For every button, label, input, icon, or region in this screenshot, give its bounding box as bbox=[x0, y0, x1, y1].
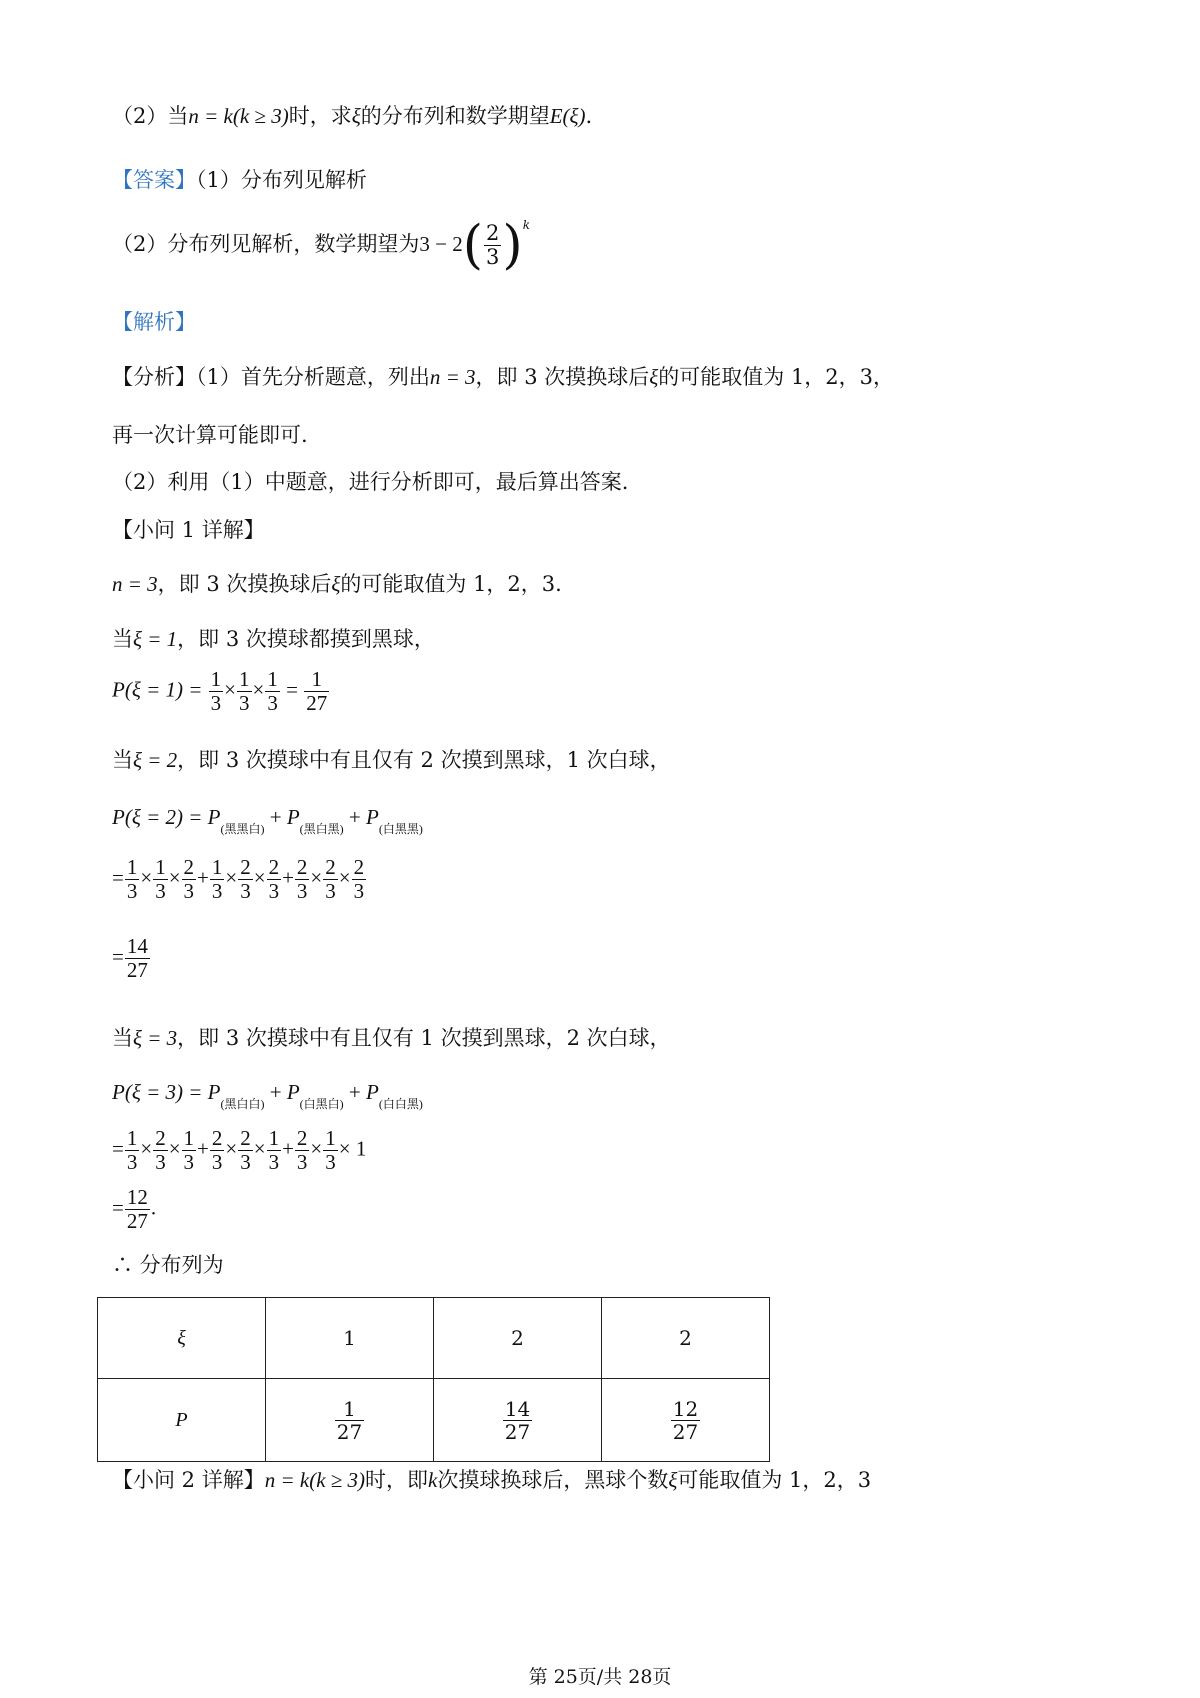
table-header-xi: ξ bbox=[98, 1298, 266, 1379]
times-sign: × bbox=[140, 1136, 153, 1161]
table-cell bbox=[602, 1379, 770, 1462]
case-2-cond: ξ = 2 bbox=[133, 748, 178, 772]
frac-den: 3 bbox=[268, 1150, 280, 1175]
times-sign: × bbox=[140, 865, 153, 890]
fenxi-1c: 的可能取值为 1，2，3， bbox=[658, 365, 895, 389]
frac-num: 2 bbox=[240, 855, 251, 879]
frac-den: 3 bbox=[325, 879, 336, 904]
p-symbol: P bbox=[366, 1080, 379, 1104]
s1-xi: ξ bbox=[331, 572, 341, 596]
plus-sign: + bbox=[197, 1136, 209, 1161]
frac-num: 1 bbox=[126, 855, 138, 879]
p-symbol: P bbox=[286, 1080, 300, 1104]
p2-formula-line-2 bbox=[112, 856, 367, 903]
p-symbol: P bbox=[366, 805, 379, 829]
table-row bbox=[98, 1298, 770, 1379]
fraction bbox=[267, 856, 282, 903]
sub-question-1-tag: 【小问 1 详解】 bbox=[112, 518, 265, 542]
case-2-line bbox=[112, 748, 671, 773]
equals-sign: = bbox=[112, 1195, 124, 1220]
plus-sign: + bbox=[264, 1080, 287, 1104]
fraction bbox=[182, 1127, 197, 1174]
s2-a: 时，即 bbox=[365, 1468, 429, 1492]
frac-den: 3 bbox=[296, 1150, 308, 1175]
fenxi-1b: ，即 3 次摸换球后 bbox=[475, 365, 650, 389]
fraction bbox=[125, 1127, 140, 1174]
frac-den: 3 bbox=[239, 691, 250, 716]
frac-num: 2 bbox=[325, 855, 336, 879]
p1-result bbox=[304, 668, 329, 715]
p3-sub-2: (白黑白) bbox=[299, 1097, 344, 1111]
times-one: × 1 bbox=[338, 1136, 367, 1161]
times-sign: × bbox=[225, 1136, 238, 1161]
s1-n: n = 3 bbox=[112, 572, 158, 596]
frac-den: 27 bbox=[336, 1419, 363, 1444]
frac-num: 14 bbox=[126, 934, 148, 958]
s1-a: ，即 3 次摸换球后 bbox=[157, 572, 332, 596]
q2-condition: n = k(k ≥ 3) bbox=[188, 104, 289, 128]
plus-sign: + bbox=[197, 865, 209, 890]
fraction bbox=[323, 856, 338, 903]
fraction bbox=[210, 1127, 225, 1174]
p2-sub-2: (黑白黑) bbox=[299, 822, 344, 836]
equals-sign: = bbox=[280, 677, 304, 702]
fraction bbox=[352, 856, 367, 903]
case-3-line bbox=[112, 1026, 671, 1051]
s2-xi: ξ bbox=[668, 1468, 678, 1492]
frac-den: 3 bbox=[155, 1150, 166, 1175]
p1-frac-1 bbox=[209, 668, 224, 715]
p2-result bbox=[125, 935, 150, 982]
left-paren: ( bbox=[462, 215, 484, 276]
s1-line bbox=[112, 572, 562, 597]
frac-den: 3 bbox=[296, 879, 308, 904]
p3-result bbox=[125, 1186, 150, 1233]
times-sign: × bbox=[253, 865, 266, 890]
fenxi-tag: 【分析】 bbox=[112, 365, 196, 389]
plus-sign: + bbox=[343, 1080, 366, 1104]
table-cell: 2 bbox=[602, 1298, 770, 1379]
q2-expectation: E(ξ) bbox=[549, 104, 586, 128]
p2-lhs: P(ξ = 2) = bbox=[112, 805, 208, 829]
frac-num: 2 bbox=[268, 855, 280, 879]
table-cell: 1 bbox=[266, 1298, 434, 1379]
fraction bbox=[267, 1127, 282, 1174]
times-sign: × bbox=[310, 865, 323, 890]
q2-end: . bbox=[585, 104, 593, 128]
sub-question-2-line bbox=[112, 1468, 871, 1493]
frac-den: 3 bbox=[183, 879, 195, 904]
fraction bbox=[210, 856, 225, 903]
frac-num: 1 bbox=[268, 1126, 280, 1150]
frac-num: 12 bbox=[126, 1185, 148, 1209]
p-symbol: P bbox=[286, 805, 300, 829]
fraction bbox=[153, 1127, 168, 1174]
sub-question-2-tag: 【小问 2 详解】 bbox=[112, 1468, 265, 1492]
p1-formula bbox=[112, 668, 330, 715]
table-header-p: P bbox=[98, 1379, 266, 1462]
frac-num: 1 bbox=[183, 1126, 195, 1150]
frac-den: 27 bbox=[126, 1209, 148, 1234]
equals-sign: = bbox=[112, 865, 124, 890]
answer-2-text: （2）分布列见解析，数学期望为 bbox=[112, 232, 420, 256]
p2-sub-1: (黑黑白) bbox=[220, 822, 265, 836]
times-sign: × bbox=[338, 865, 351, 890]
frac-den: 3 bbox=[211, 879, 223, 904]
fraction bbox=[295, 1127, 310, 1174]
answer-line-2 bbox=[112, 215, 530, 276]
frac-den: 3 bbox=[325, 1150, 336, 1175]
frac-num: 2 bbox=[353, 855, 365, 879]
answer-1: （1）分布列见解析 bbox=[196, 168, 367, 192]
p3-formula-line-2 bbox=[112, 1127, 366, 1174]
times-sign: × bbox=[253, 1136, 266, 1161]
p2-formula-line-3 bbox=[112, 935, 151, 982]
frac-num: 2 bbox=[155, 1126, 166, 1150]
fraction bbox=[182, 856, 197, 903]
case-3-prefix: 当 bbox=[112, 1026, 133, 1050]
frac-den: 3 bbox=[183, 1150, 195, 1175]
answer-tag: 【答案】 bbox=[112, 168, 196, 192]
question-2-line bbox=[112, 104, 592, 129]
frac-num: 1 bbox=[155, 855, 166, 879]
table-fraction bbox=[335, 1398, 364, 1443]
frac-den: 3 bbox=[240, 879, 251, 904]
frac-num: 2 bbox=[183, 855, 195, 879]
case-2-text: ，即 3 次摸球中有且仅有 2 次摸到黑球，1 次白球， bbox=[177, 748, 671, 772]
answer-2-exponent: k bbox=[522, 218, 530, 232]
frac-den: 3 bbox=[155, 879, 166, 904]
fenxi-1a: （1）首先分析题意，列出 bbox=[196, 365, 430, 389]
s2-b: 次摸球换球后，黑球个数 bbox=[437, 1468, 669, 1492]
table-cell bbox=[266, 1379, 434, 1462]
case-3-text: ，即 3 次摸球中有且仅有 1 次摸到黑球，2 次白球， bbox=[177, 1026, 671, 1050]
frac-num: 1 bbox=[267, 667, 278, 691]
q2-prefix: （2）当 bbox=[112, 104, 189, 128]
fenxi-line-1 bbox=[112, 365, 894, 390]
frac-num: 2 bbox=[486, 220, 500, 245]
s2-cond: n = k(k ≥ 3) bbox=[264, 1468, 366, 1492]
therefore-line: ∴ 分布列为 bbox=[112, 1253, 224, 1277]
table-fraction bbox=[503, 1398, 532, 1443]
fenxi-line-3: （2）利用（1）中题意，进行分析即可，最后算出答案. bbox=[112, 470, 629, 494]
frac-den: 3 bbox=[210, 691, 222, 716]
frac-den: 3 bbox=[240, 1150, 251, 1175]
frac-num: 2 bbox=[296, 855, 308, 879]
case-2-prefix: 当 bbox=[112, 748, 133, 772]
table-cell bbox=[434, 1379, 602, 1462]
fraction bbox=[153, 856, 168, 903]
case-1-prefix: 当 bbox=[112, 627, 133, 651]
frac-num: 2 bbox=[240, 1126, 251, 1150]
times-sign: × bbox=[225, 865, 238, 890]
fraction bbox=[125, 856, 140, 903]
p-symbol: P bbox=[207, 1080, 221, 1104]
frac-num: 2 bbox=[211, 1126, 223, 1150]
fraction bbox=[238, 1127, 253, 1174]
frac-den: 27 bbox=[672, 1419, 699, 1444]
plus-sign: + bbox=[282, 1136, 294, 1161]
analysis-tag: 【解析】 bbox=[112, 310, 196, 334]
table-fraction bbox=[671, 1398, 700, 1443]
q2-suffix: 的分布列和数学期望 bbox=[360, 104, 550, 128]
q2-mid: 时，求 bbox=[288, 104, 352, 128]
answer-line-1 bbox=[112, 168, 367, 193]
p-symbol: P bbox=[207, 805, 221, 829]
plus-sign: + bbox=[282, 865, 294, 890]
table-row bbox=[98, 1379, 770, 1462]
plus-sign: + bbox=[343, 805, 366, 829]
frac-num: 1 bbox=[210, 667, 222, 691]
frac-den: 27 bbox=[504, 1419, 531, 1444]
times-sign: × bbox=[168, 1136, 181, 1161]
frac-den: 27 bbox=[306, 691, 328, 716]
distribution-table bbox=[97, 1297, 770, 1462]
frac-den: 3 bbox=[211, 1150, 223, 1175]
fraction bbox=[238, 856, 253, 903]
frac-num: 12 bbox=[672, 1396, 699, 1421]
answer-2-expr: 3 − 2 bbox=[419, 232, 463, 256]
frac-den: 3 bbox=[353, 879, 365, 904]
p1-frac-3 bbox=[265, 668, 280, 715]
answer-2-fraction bbox=[484, 222, 501, 269]
p3-lhs: P(ξ = 3) = bbox=[112, 1080, 208, 1104]
fenxi-n: n = 3 bbox=[429, 365, 476, 389]
times-sign: × bbox=[252, 677, 265, 702]
equals-sign: = bbox=[112, 944, 124, 969]
frac-den: 27 bbox=[126, 958, 148, 983]
page-footer: 第 25页/共 28页 bbox=[528, 1666, 672, 1688]
case-1-line bbox=[112, 627, 435, 652]
q2-xi: ξ bbox=[351, 104, 361, 128]
frac-num: 1 bbox=[211, 855, 223, 879]
frac-den: 3 bbox=[267, 691, 278, 716]
fraction bbox=[323, 1127, 338, 1174]
frac-num: 1 bbox=[335, 1398, 364, 1421]
frac-den: 3 bbox=[126, 879, 138, 904]
p3-formula-line-1 bbox=[112, 1080, 423, 1111]
p1-frac-2 bbox=[237, 668, 252, 715]
fraction bbox=[295, 856, 310, 903]
frac-den: 3 bbox=[126, 1150, 138, 1175]
frac-num: 14 bbox=[504, 1396, 531, 1421]
period: . bbox=[150, 1195, 157, 1220]
p2-formula-line-1 bbox=[112, 805, 423, 836]
frac-den: 3 bbox=[268, 879, 280, 904]
s2-c: 可能取值为 1，2，3 bbox=[677, 1468, 872, 1492]
p3-sub-1: (黑白白) bbox=[220, 1097, 265, 1111]
frac-num: 1 bbox=[126, 1126, 138, 1150]
frac-den: 3 bbox=[486, 245, 500, 269]
frac-num: 1 bbox=[239, 667, 250, 691]
frac-num: 1 bbox=[325, 1126, 336, 1150]
plus-sign: + bbox=[264, 805, 287, 829]
p3-sub-3: (白白黑) bbox=[378, 1097, 423, 1111]
times-sign: × bbox=[310, 1136, 323, 1161]
p1-lhs: P(ξ = 1) = bbox=[112, 677, 203, 702]
s1-b: 的可能取值为 1，2，3. bbox=[340, 572, 562, 596]
equals-sign: = bbox=[112, 1136, 124, 1161]
p3-formula-line-3 bbox=[112, 1186, 156, 1233]
p2-sub-3: (白黑黑) bbox=[378, 822, 423, 836]
table-cell: 2 bbox=[434, 1298, 602, 1379]
case-1-text: ，即 3 次摸球都摸到黑球， bbox=[177, 627, 435, 651]
fenxi-xi: ξ bbox=[649, 365, 659, 389]
right-paren: ) bbox=[502, 215, 523, 276]
times-sign: × bbox=[168, 865, 181, 890]
case-1-cond: ξ = 1 bbox=[133, 627, 178, 651]
case-3-cond: ξ = 3 bbox=[133, 1026, 178, 1050]
fenxi-line-2: 再一次计算可能即可. bbox=[112, 423, 308, 447]
times-sign: × bbox=[224, 677, 236, 702]
frac-num: 2 bbox=[296, 1126, 308, 1150]
frac-num: 1 bbox=[304, 668, 329, 692]
s2-k: k bbox=[428, 1468, 438, 1492]
